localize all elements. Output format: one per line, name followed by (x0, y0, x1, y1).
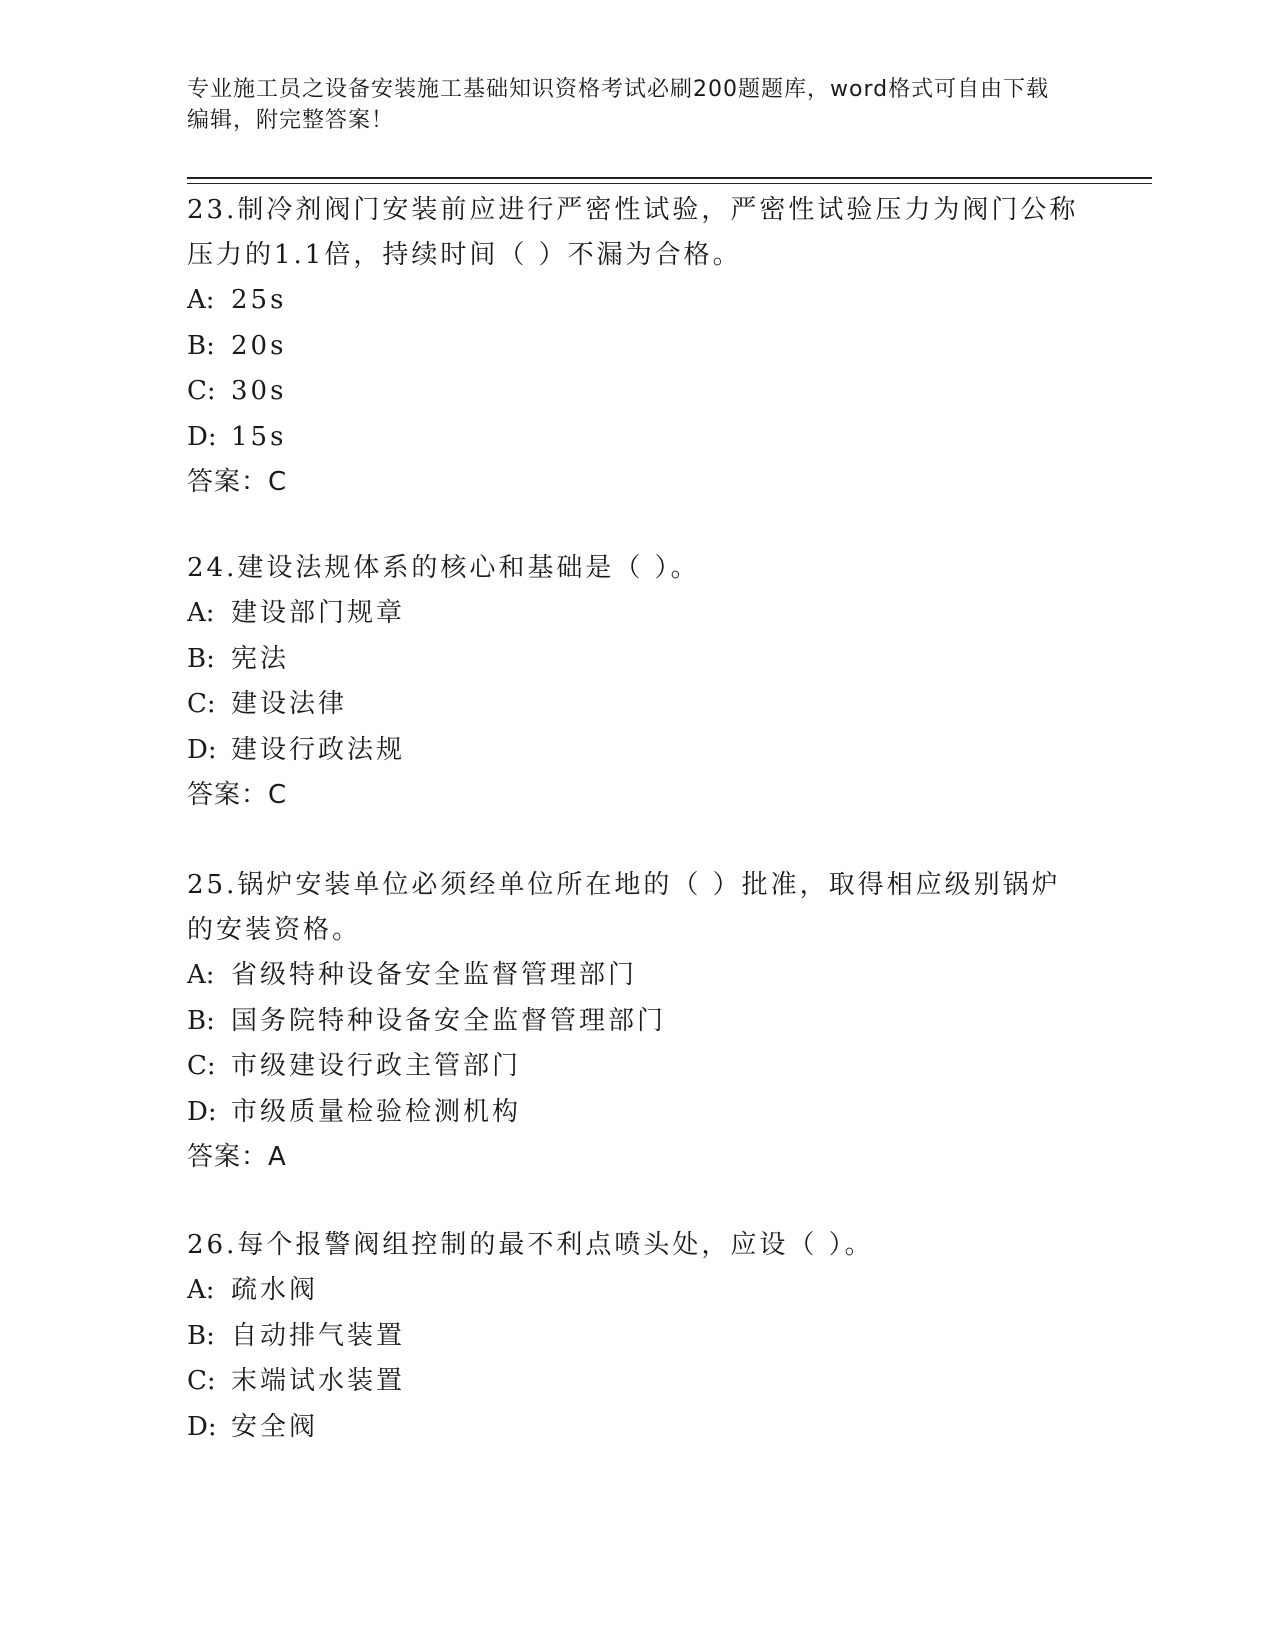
option-text: 市级质量检验检测机构 (231, 1096, 522, 1127)
option-d (187, 1090, 1087, 1136)
option-c (187, 1359, 1087, 1405)
option-label: D: (187, 421, 217, 452)
option-b (187, 324, 1087, 370)
option-text: 末端试水装置 (231, 1366, 406, 1396)
option-text: 市级建设行政主管部门 (231, 1051, 522, 1081)
option-text: 省级特种设备安全监督管理部门 (231, 960, 638, 990)
option-text: 宪法 (231, 643, 290, 674)
question-stem: 25.锅炉安装单位必须经单位所在地的（ ）批准，取得相应级别锅炉的安装资格。 (187, 870, 1061, 945)
option-text: 建设法律 (231, 689, 348, 719)
question-23 (187, 188, 1087, 505)
option-a (187, 278, 1087, 324)
option-a (187, 1268, 1087, 1314)
option-label: D: (187, 1096, 217, 1127)
option-a (187, 953, 1087, 999)
option-c (187, 682, 1087, 728)
answer: 答案：A (187, 1142, 287, 1172)
option-label: B: (187, 1320, 215, 1351)
option-label: D: (187, 1411, 217, 1442)
header-divider-thin (187, 183, 1152, 184)
option-label: B: (187, 1005, 215, 1036)
question-stem: 24.建设法规体系的核心和基础是（ ）。 (187, 553, 700, 583)
option-label: D: (187, 734, 217, 765)
option-text: 疏水阀 (231, 1275, 319, 1305)
answer: 答案：C (187, 780, 288, 810)
option-label: C: (187, 1051, 216, 1081)
question-25 (187, 863, 1087, 1180)
option-text: 安全阀 (231, 1411, 319, 1442)
option-text: 25s (231, 285, 287, 315)
option-d (187, 415, 1087, 461)
option-c (187, 1044, 1087, 1090)
option-a (187, 591, 1087, 637)
option-d (187, 728, 1087, 774)
option-d (187, 1405, 1087, 1451)
option-label: B: (187, 643, 215, 674)
question-26 (187, 1223, 1087, 1450)
option-label: A: (187, 960, 215, 990)
option-text: 国务院特种设备安全监督管理部门 (231, 1005, 667, 1036)
option-text: 自动排气装置 (231, 1320, 406, 1351)
question-stem: 23.制冷剂阀门安装前应进行严密性试验，严密性试验压力为阀门公称压力的1.1倍，持续时间（ ）不漏为合格。 (187, 195, 1079, 270)
option-label: B: (187, 330, 215, 361)
option-label: A: (187, 598, 215, 628)
option-text: 20s (231, 330, 287, 361)
question-stem: 26.每个报警阀组控制的最不利点喷头处，应设（ ）。 (187, 1230, 874, 1260)
question-24 (187, 546, 1087, 818)
option-b (187, 999, 1087, 1045)
option-label: A: (187, 285, 215, 315)
option-label: A: (187, 1275, 215, 1305)
option-text: 30s (231, 376, 287, 406)
document-header: 专业施工员之设备安装施工基础知识资格考试必刷200题题库，word格式可自由下载编辑，附完整答案！ (187, 77, 1050, 133)
option-b (187, 637, 1087, 683)
option-label: C: (187, 689, 216, 719)
option-text: 15s (231, 421, 287, 452)
header-divider-thick (187, 177, 1152, 179)
option-text: 建设行政法规 (231, 734, 406, 765)
option-label: C: (187, 376, 216, 406)
option-text: 建设部门规章 (231, 598, 406, 628)
answer: 答案：C (187, 467, 288, 497)
option-b (187, 1314, 1087, 1360)
option-label: C: (187, 1366, 216, 1396)
option-c (187, 369, 1087, 415)
